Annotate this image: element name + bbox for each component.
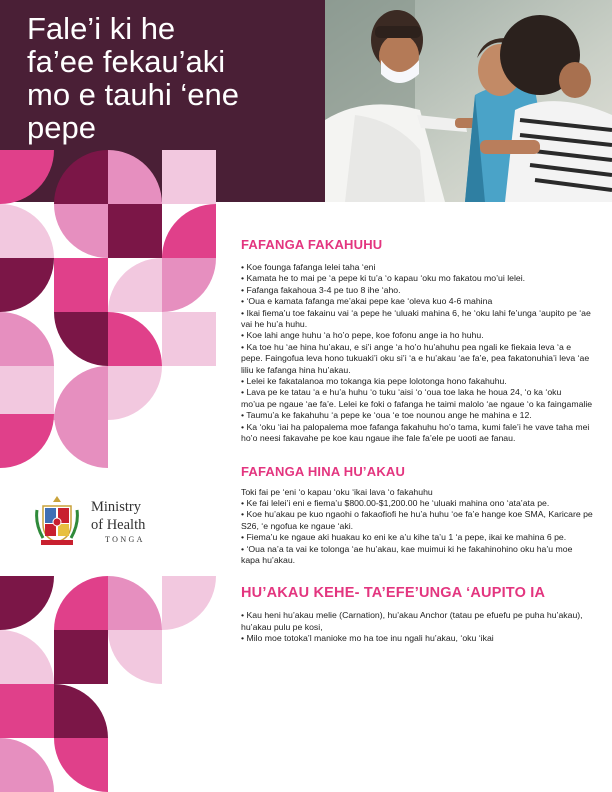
list-item: • Koe hu’akau pe kuo ngaohi o fakaofiofi he hu’a huhu ‘oe fa’e hange koe SMA, Karicare pe S26, ‘e ngofua ke ngaue ‘aki.	[241, 509, 593, 531]
ministry-of-health-logo	[35, 492, 185, 548]
section-heading: FAFANGA HINA HU’AKAU	[241, 463, 406, 479]
list-item: • Lava pe ke tatau ‘a e hu’a huhu ‘o tuku ‘aisi ‘o ‘oua toe laka he houa 24, ‘o ka ‘oku	[241, 387, 562, 398]
list-item: • Lelei ke fakatalanoa mo tokanga kia pepe lolotonga hono fakahuhu.	[241, 376, 507, 387]
list-item: • Fiema’u ke ngaue aki huakau ko eni ke a’u kihe ta’u 1 ‘a pepe, ikai ke mahina 6 pe.	[241, 532, 567, 543]
list-item: • Ikai fiema’u toe fakainu vai ‘a pepe he ‘uluaki mahina 6, he ‘oku lahi fe’unga ‘aupito pe ‘ae vai he hu’a huhu.	[241, 307, 591, 330]
logo-country: TONGA	[105, 535, 145, 544]
logo-wordmark	[91, 498, 145, 544]
hero-photo-vaccination	[325, 0, 612, 202]
decorative-pattern-top	[0, 150, 215, 468]
section-heading: HU’AKAU KEHE- TA’EFE’UNGA ‘AUPITO IA	[241, 585, 546, 602]
list-item: mo’ua pe ngaue ‘ae fa’e. Lelei ke foki o fafanga he taimi malolo ‘ae ngaue ‘o ka faingamalie	[241, 398, 593, 409]
title-line: Fale’i ki he	[27, 11, 176, 46]
list-item: • Fafanga fakahoua 3-4 pe tuo 8 ihe ‘aho.	[241, 284, 401, 295]
section-intro: Toki fai pe ‘eni ‘o kapau ‘oku ‘ikai lava ‘o fakahuhu	[241, 486, 433, 497]
list-item: • Kamata he to mai pe ‘a pepe ki tu’a ‘o kapau ‘oku mo fakatou mo’ui lelei.	[241, 273, 526, 284]
photo-illustration	[325, 0, 612, 202]
title-line: pepe	[27, 110, 96, 145]
breastfeeding-list	[241, 262, 593, 445]
list-item: • Koe founga fafanga lelei taha ‘eni	[241, 262, 376, 272]
title-line: fa’ee fekau’aki	[27, 44, 226, 79]
decorative-pattern-bottom	[0, 576, 215, 792]
other-milk-list	[241, 610, 593, 644]
logo-line: Ministry	[91, 499, 141, 515]
list-item: • Ka ‘oku ‘iai ha palopalema moe fafanga fakahuhu ho’o tama, kumi fale’i he vave taha mei ho’o neesi fakavahe pe koe kau ngaue ihe fale fa’ele pe uooti ae fanau.	[241, 421, 590, 444]
list-item: • Taumu’a ke fakahuhu ‘a pepe ke ‘oua ‘e toe nounou ange he mahina e 12.	[241, 410, 532, 421]
list-item: • Ke fai lelei’i eni e fiema’u $800.00-$1,200.00 he ‘uluaki mahina ono ‘ata’ata pe.	[241, 497, 550, 508]
main-content	[241, 236, 593, 645]
list-item: • Koe lahi ange huhu ‘a ho’o pepe, koe fofonu ange ia ho huhu.	[241, 330, 484, 341]
list-item: • ‘Oua e kamata fafanga me’akai pepe kae ‘oleva kuo 4-6 mahina	[241, 296, 493, 307]
list-item: • Kau heni hu’akau melie (Carnation), hu’akau Anchor (tatau pe efuefu pe puha hu’akau), hu’akau pulu pe kosi,	[241, 610, 583, 632]
page-title	[27, 12, 317, 144]
tonga-coat-of-arms-icon	[35, 494, 79, 546]
formula-list	[241, 498, 593, 566]
list-item: • ‘Oua na’a ta vai ke tolonga ‘ae hu’akau, kae muimui ki he fakahinohino oku ha’u moe kapa hu’akau.	[241, 543, 573, 565]
list-item: • Ka toe hu ‘ae hina hu’akau, e si’i ange ‘a ho’o hu’ahuhu pea ngali ke fiekaia leva ‘a e pepe. Faingofua leva hono tukuaki’i oku si’i ‘a e hu’akau ‘ae fa’e, pea fakatonuhia’i leva ‘ae liliu ke fafanga hina hu’akau.	[241, 341, 590, 375]
logo-line: of Health	[91, 517, 146, 533]
list-item: • Milo moe totoka’l manioke mo ha toe inu ngali hu’akau, ‘oku ‘ikai	[241, 633, 494, 644]
title-line: mo e tauhi ‘ene	[27, 77, 239, 112]
section-heading: FAFANGA FAKAHUHU	[241, 237, 383, 252]
